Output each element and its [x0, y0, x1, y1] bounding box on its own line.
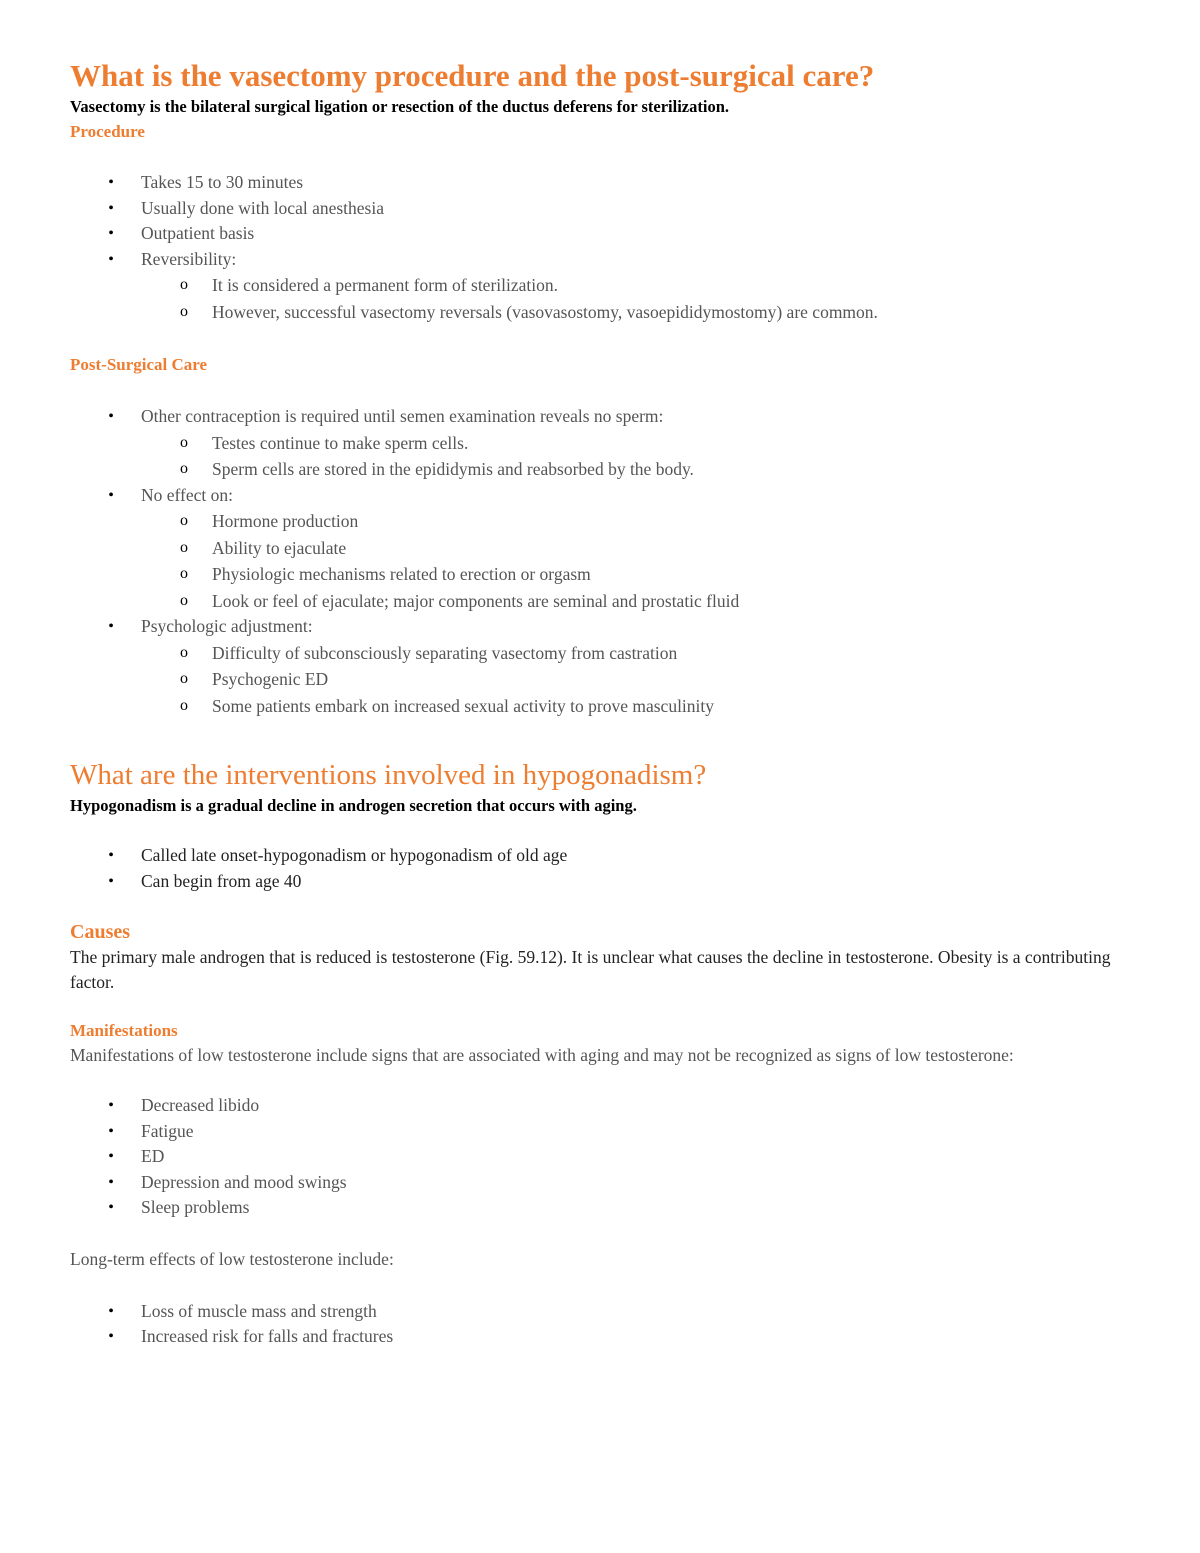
sub-list-item: o Testes continue to make sperm cells. [70, 430, 1140, 457]
circle-bullet-icon: o [180, 538, 188, 556]
procedure-heading: Procedure [70, 122, 145, 141]
sub-list-item: o Sperm cells are stored in the epididymis and reabsorbed by the body. [70, 456, 1140, 483]
bullet-icon: • [108, 1199, 114, 1216]
bullet-icon: • [108, 408, 114, 425]
bullet-icon: • [108, 225, 114, 242]
bullet-icon: • [108, 174, 114, 191]
circle-bullet-icon: o [180, 670, 188, 687]
document-page [70, 56, 1140, 1350]
section2-title: What are the interventions involved in hypogonadism? [70, 759, 707, 791]
contraception-sublist [141, 430, 1140, 483]
circle-bullet-icon: o [180, 565, 188, 582]
circle-bullet-icon: o [180, 460, 188, 477]
section2-intro: Hypogonadism is a gradual decline in androgen secretion that occurs with aging. [70, 796, 637, 815]
list-item: • No effect on: o Hormone production o Ability to ejaculate o Physiologic mechanisms related to erection or orgasm o Look or feel of ejaculate; major components are seminal and prostatic fluid [70, 483, 1140, 615]
list-item: • Reversibility: o It is considered a permanent form of sterilization. o However, successful vasectomy reversals (vasovasostomy, vasoepididymostomy) are common. [70, 247, 1140, 326]
manifestations-text: Manifestations of low testosterone include signs that are associated with aging and may not be recognized as signs of low testosterone: [70, 1045, 1014, 1065]
list-item: • Fatigue [70, 1119, 1140, 1145]
list-item: • Loss of muscle mass and strength [70, 1299, 1140, 1325]
list-item: • Decreased libido [70, 1093, 1140, 1119]
sub-list-item: o Ability to ejaculate [70, 535, 1140, 562]
sub-list-item: o Hormone production [70, 508, 1140, 535]
sub-list-item: o Physiologic mechanisms related to erection or orgasm [70, 561, 1140, 588]
bullet-icon: • [108, 486, 114, 504]
section1-intro: Vasectomy is the bilateral surgical ligation or resection of the ductus deferens for sterilization. [70, 97, 730, 116]
list-item: • Usually done with local anesthesia [70, 196, 1140, 222]
bullet-icon: • [108, 250, 114, 268]
circle-bullet-icon: o [180, 643, 188, 661]
circle-bullet-icon: o [180, 433, 188, 451]
causes-heading: Causes [70, 921, 131, 943]
bullet-icon: • [108, 1122, 114, 1140]
list-item: • Psychologic adjustment: o Difficulty of subconsciously separating vasectomy from castration o Psychogenic ED o Some patients embark on increased sexual activity to prove masculinity [70, 614, 1140, 719]
reversibility-sublist [141, 272, 1140, 325]
bullet-icon: • [108, 1328, 114, 1345]
causes-text: The primary male androgen that is reduced is testosterone (Fig. 59.12). It is unclear what causes the decline in testosterone. Obesity is a contributing factor. [70, 947, 1111, 992]
bullet-icon: • [108, 1097, 114, 1114]
long-term-text: Long-term effects of low testosterone include: [70, 1248, 394, 1269]
list-item: • Can begin from age 40 [70, 869, 1140, 895]
bullet-icon: • [108, 199, 114, 217]
sub-list-item: o Psychogenic ED [70, 666, 1140, 693]
post-surgical-heading: Post-Surgical Care [70, 355, 208, 374]
procedure-list [70, 170, 1140, 325]
hypogonadism-list [70, 843, 1140, 894]
sub-list-item: o It is considered a permanent form of sterilization. [70, 272, 1140, 299]
bullet-icon: • [108, 1302, 114, 1320]
sub-list-item: o Difficulty of subconsciously separating vasectomy from castration [70, 640, 1140, 667]
circle-bullet-icon: o [180, 276, 188, 293]
list-item: • ED [70, 1144, 1140, 1170]
circle-bullet-icon: o [180, 696, 188, 714]
manifestations-list [70, 1093, 1140, 1221]
circle-bullet-icon: o [180, 512, 188, 529]
sub-list-item: o Look or feel of ejaculate; major components are seminal and prostatic fluid [70, 588, 1140, 615]
no-effect-sublist [141, 508, 1140, 614]
list-item: • Other contraception is required until semen examination reveals no sperm: o Testes continue to make sperm cells. o Sperm cells are stored in the epididymis and reabsorbed by the body. [70, 404, 1140, 483]
bullet-icon: • [108, 618, 114, 635]
section1-title: What is the vasectomy procedure and the post-surgical care? [70, 58, 875, 93]
bullet-icon: • [108, 872, 114, 890]
long-term-list [70, 1299, 1140, 1350]
list-item: • Called late onset-hypogonadism or hypogonadism of old age [70, 843, 1140, 869]
post-surgical-list [70, 404, 1140, 719]
manifestations-heading: Manifestations [70, 1021, 178, 1040]
bullet-icon: • [108, 1173, 114, 1191]
psychologic-sublist [141, 640, 1140, 720]
bullet-icon: • [108, 1148, 114, 1165]
circle-bullet-icon: o [180, 591, 188, 609]
list-item: • Depression and mood swings [70, 1170, 1140, 1196]
bullet-icon: • [108, 847, 114, 864]
sub-list-item: o Some patients embark on increased sexual activity to prove masculinity [70, 693, 1140, 720]
list-item: • Takes 15 to 30 minutes [70, 170, 1140, 196]
list-item: • Sleep problems [70, 1195, 1140, 1221]
sub-list-item: o However, successful vasectomy reversals (vasovasostomy, vasoepididymostomy) are common. [70, 299, 1140, 326]
list-item: • Outpatient basis [70, 221, 1140, 247]
circle-bullet-icon: o [180, 302, 188, 320]
list-item: • Increased risk for falls and fractures [70, 1324, 1140, 1350]
